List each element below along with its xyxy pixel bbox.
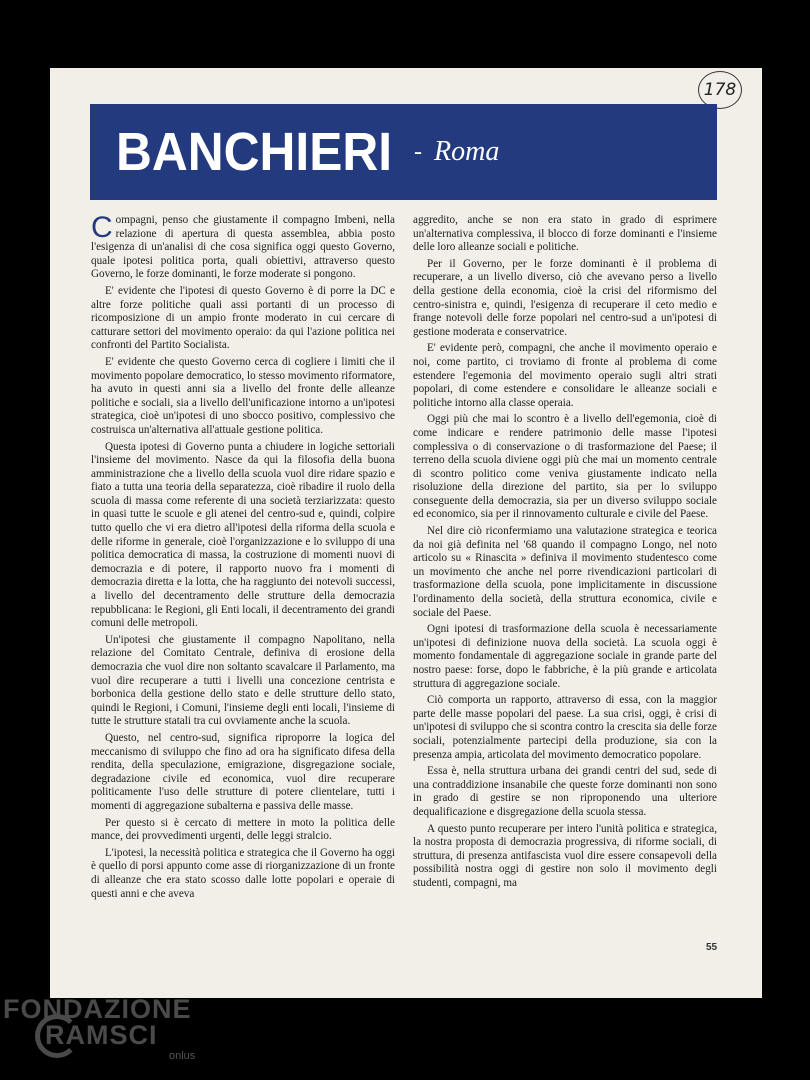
paragraph: Oggi più che mai lo scontro è a livello dell'egemonia, cioè di come indicare e rendere patrimonio delle masse l'ipotesi complessiva o di conservazione o di trasformazione del Paese; il terreno della scuola diviene oggi più che mai un momento centrale di scontro politico come veniva giustamente indicato nella risoluzione della direzione del partito, sia per lo sviluppo conseguente della democrazia, sia per un diverso sviluppo sociale ed economico, sia per il rinnovamento culturale e civile del Paese. [413,413,717,521]
paragraph: Un'ipotesi che giustamente il compagno Napolitano, nella relazione del Comitato Centrale, definiva di erosione della democrazia che vuol dire non soltanto scavalcare il Parlamento, ma vuol dire recuperare a tutti i livelli una concezione centrista e borbonica della gestione dello stato e delle strutture dello stato, quindi le Regioni, i Comuni, l'insieme degli enti locali, l'insieme di tutte le strutture statali tra cui ovviamente anche la scuola. [91,633,395,728]
archive-stamp: 178 [698,71,742,109]
header-banner [90,104,717,200]
paragraph: Ciò comporta un rapporto, attraverso di essa, con la maggior parte delle masse popolari del paese. La sua crisi, oggi, è crisi di un'ipotesi di sviluppo che si scontra contro la crescita sia delle forze sociali, potenzialmente partecipi della produzione, sia con la presenza ampia, articolata del movimento democratico popolare. [413,694,717,761]
paragraph: E' evidente però, compagni, che anche il movimento operaio e noi, come partito, ci troviamo di fronte al problema di come estendere l'egemonia del movimento operaio sugli altri strati popolari, di come estendere e consolidare le alleanze sociali e politiche intorno alla classe operaia. [413,342,717,409]
paragraph: aggredito, anche se non era stato in grado di esprimere un'alternativa complessiva, il blocco di forze dominanti e l'insieme delle loro alleanze sociali e politiche. [413,214,717,254]
watermark-line-3: onlus [169,1050,196,1062]
paragraph: L'ipotesi, la necessità politica e strategica che il Governo ha oggi è quello di porsi appunto come asse di riorganizzazione di un fronte di alleanze che era stato scosso dalle lotte popolari e operaie di questi anni e che aveva [91,846,395,900]
page-number: 55 [706,942,718,953]
paragraph: Questo, nel centro-sud, significa riproporre la logica del meccanismo di sviluppo che fino ad ora ha significato difesa della rendita, della speculazione, emigrazione, disgregazione sociale, degradazione civile ed economica, vuol dire recuperare politicamente l'uso delle strutture di potere clientelare, tutti i momenti di aggregazione subalterna e passiva delle masse. [91,731,395,812]
header-dash: - [414,138,423,165]
paragraph: A questo punto recuperare per intero l'unità politica e strategica, la nostra proposta di democrazia progressiva, di riforme sociali, di struttura, di presenza antifascista vuol dire essere consapevoli della possibilità nostra oggi di gestire non solo il movimento degli studenti, compagni, ma [413,822,717,889]
paragraph: Questa ipotesi di Governo punta a chiudere in logiche settoriali l'insieme del movimento. Nasce da qui la filosofia della buona amministrazione che a livello della scuola vuol dire ridare spazio e fiato a tutta una teoria della separatezza, cioè ribadire il ruolo della scuola di massa come referente di una società terziarizzata: questo in quasi tutte le scuole e gli atenei del centro-sud e, quindi, colpire tutto quello che vi era dietro all'ipotesi della riforma della scuola e delle riforme in generale, cioè l'organizzazione e lo sviluppo di una politica democratica di massa, la costruzione di momenti nuovi di democrazia e di potere, il rapporto nuovo fra i momenti di democrazia diretta e la lotta, che ha raggiunto dei notevoli successi, a livello del decentramento delle strutture della democrazia repubblicana: le Regioni, gli Enti locali, il decentramento dei grandi comuni delle metropoli. [91,440,395,630]
left-column [91,211,395,904]
paragraph: Nel dire ciò riconfermiamo una valutazione strategica e teorica da noi già definita nel '68 quando il compagno Longo, nel noto articolo su « Rinascita » definiva il movimento studentesco come un movimento che anche nel porre rivendicazioni particolari di trasformazione della scuola, pone implicitamente in discussione l'ordinamento della società, della struttura economica, civile e sociale del Paese. [413,525,717,619]
paragraph: Essa è, nella struttura urbana dei grandi centri del sud, sede di una contraddizione insanabile che queste forze dominanti non sono in grado di gestire se non riproponendo una ulteriore dequalificazione e disgregazione della scuola stessa. [413,765,717,818]
author-city: Roma [434,136,500,167]
paragraph: Per il Governo, per le forze dominanti è il problema di recuperare, a un livello diverso, ciò che avevano perso a livello della gestione della economia, cioè la crisi del riformismo del centro-sinistra e, quindi, l'esigenza di recuperare il ceto medio e frange notevoli delle forze popolari nel centro-sud a un'ipotesi di gestione moderata e conservatrice. [413,257,717,338]
paragraph: Per questo si è cercato di mettere in moto la politica delle mance, dei provvedimenti urgenti, delle leggi stralcio. [91,816,395,843]
watermark-line-1: FONDAZIONE [3,994,192,1024]
paragraph: E' evidente che questo Governo cerca di cogliere i limiti che il movimento popolare democratico, lo stesso movimento riformatore, ha avuto in questi anni sia a livello del fronte delle alleanze politiche e sociali, sia a livello dell'unificazione intorno a un'ipotesi strategica, cioè un'ipotesi di uno sbocco positivo, complessivo che costruisca un'alternativa all'attuale gestione politica. [91,355,395,436]
paragraph: Compagni, penso che giustamente il compagno Imbeni, nella relazione di apertura di questa assemblea, abbia posto l'esigenza di un'analisi di che cosa significa oggi questo Governo, quale ipotesi politica porta, quali obiettivi, attraverso questo Governo, le forze dominanti, le forze moderate si pongono. [91,211,395,281]
watermark-line-2: RAMSCI [45,1020,158,1050]
paragraph: E' evidente che l'ipotesi di questo Governo è di porre la DC e altre forze politiche quali assi portanti di un processo di ricomposizione di un ampio fronte moderato in cui cercare di catturare settori del movimento operaio: da qui l'azione politica nei confronti del Partito Socialista. [91,284,395,352]
paragraph: Ogni ipotesi di trasformazione della scuola è necessariamente un'ipotesi di definizione nuova della società. La scuola oggi è momento fondamentale di aggregazione sociale in grande parte del nostro paese: forse, dopo le fabbriche, è la più grande e articolata struttura di aggregazione sociale. [413,623,717,690]
right-column [413,214,717,894]
author-name: BANCHIERI [116,122,393,182]
drop-cap: C [91,211,113,244]
